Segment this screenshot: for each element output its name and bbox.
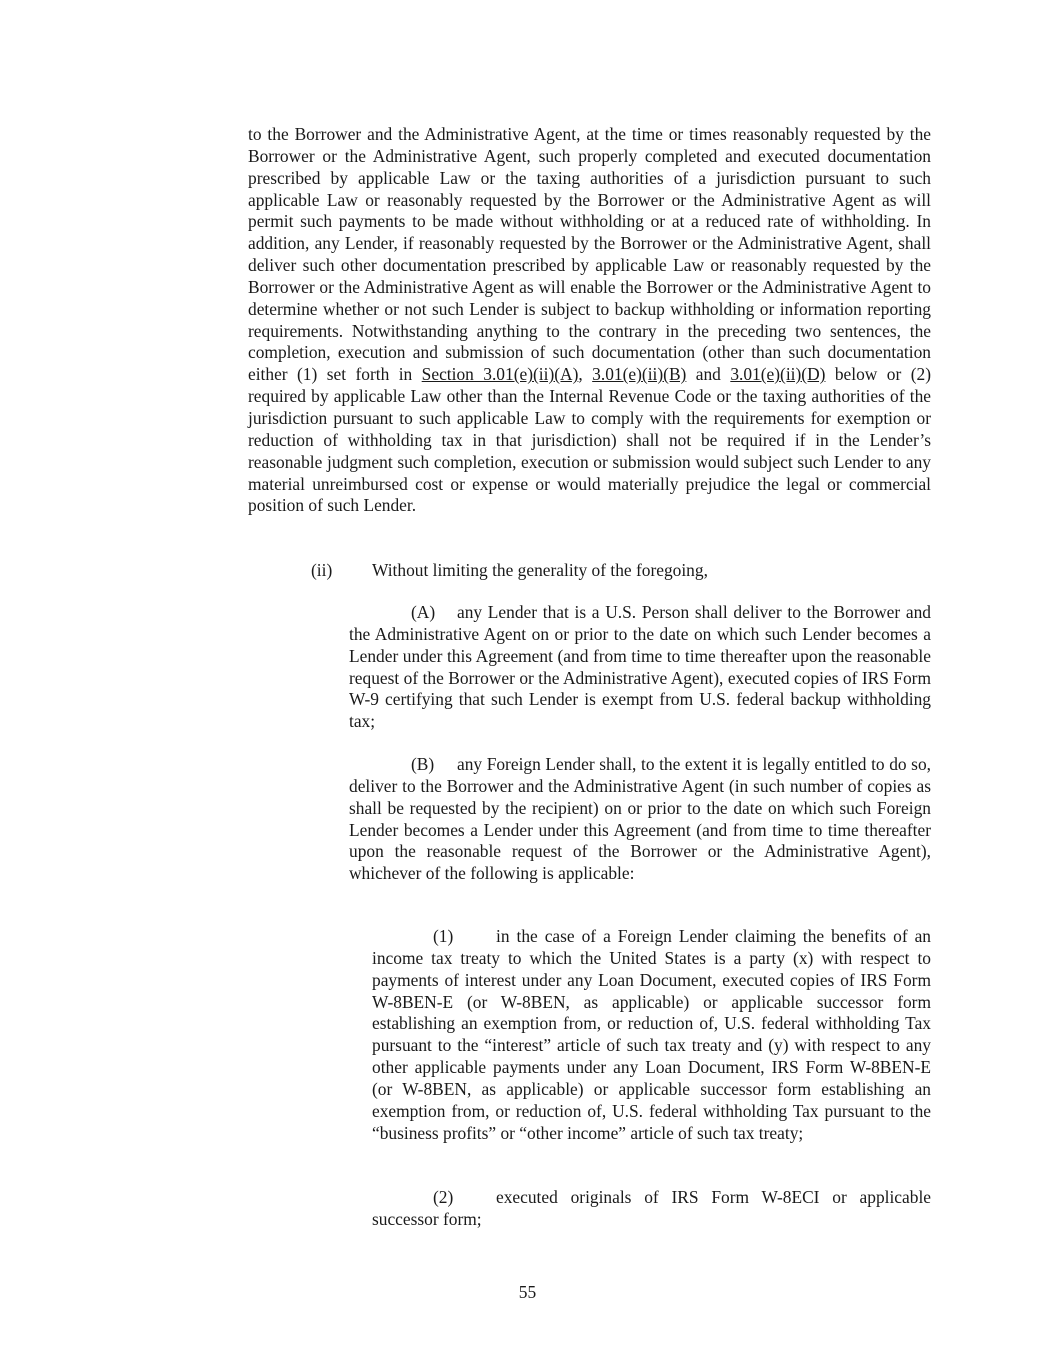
clause-1-number: (1) bbox=[433, 926, 454, 946]
clause-1-text: in the case of a Foreign Lender claiming the benefits of an income tax treaty to which the United States is a party (x) with respect to payments of interest under any Loan Document, executed copies of IRS Form W-8BEN-E (or W-8BEN, as applicable) or applicable successor form establishing an exemption from, or reduction of, U.S. federal withholding Tax pursuant to the “interest” article of such tax treaty and (y) with respect to any other applicable payments under any Loan Document, IRS Form W-8BEN-E (or W-8BEN, as applicable) or applicable successor form establishing an exemption from, or reduction of, U.S. federal withholding Tax pursuant to the “business profits” or “other income” article of such tax treaty; bbox=[372, 926, 931, 1143]
clause-2-number: (2) bbox=[433, 1187, 454, 1207]
page-number: 55 bbox=[518, 1282, 537, 1302]
clause-ii bbox=[311, 560, 931, 582]
clause-a bbox=[349, 602, 931, 733]
clause-2-text: executed originals of IRS Form W-8ECI or applicable successor form; bbox=[372, 1187, 931, 1229]
section-reference-a: Section 3.01(e)(ii)(A) bbox=[421, 364, 579, 385]
intro-text-part1: to the Borrower and the Administrative Agent, at the time or times reasonably requested by the Borrower or the Administrative Agent, such properly completed and executed documentation prescribed by applicable Law or the taxing authorities of a jurisdiction pursuant to such applicable Law or reasonably requested by the Borrower or the Administrative Agent as will permit such payments to be made without withholding or at a reduced rate of withholding. In addition, any Lender, if reasonably requested by the Borrower or the Administrative Agent, shall deliver such other documentation prescribed by applicable Law or reasonably requested by the Borrower or the Administrative Agent as will enable the Borrower or the Administrative Agent to determine whether or not such Lender is subject to backup withholding or information reporting requirements. Notwithstanding anything to the contrary in the preceding two sentences, the completion, execution and submission of such documentation (other than such documentation either (1) set forth in bbox=[248, 124, 931, 385]
clause-ii-text: Without limiting the generality of the foregoing, bbox=[372, 560, 708, 580]
clause-b-number: (B) bbox=[411, 754, 435, 774]
clause-ii-number: (ii) bbox=[311, 560, 333, 580]
clause-2 bbox=[372, 1187, 931, 1231]
section-reference-d: 3.01(e)(ii)(D) bbox=[730, 364, 826, 385]
clause-b-text: any Foreign Lender shall, to the extent it is legally entitled to do so, deliver to the Borrower and the Administrative Agent (in such number of copies as shall be requested by the recipient) on or prior to the date on which such Foreign Lender becomes a Lender under this Agreement (and from time to time thereafter upon the reasonable request of the Borrower or the Administrative Agent), whichever of the following is applicable: bbox=[349, 754, 931, 884]
section-reference-b: 3.01(e)(ii)(B) bbox=[592, 364, 687, 385]
clause-a-text: any Lender that is a U.S. Person shall deliver to the Borrower and the Administrative Agent on or prior to the date on which such Lender becomes a Lender under this Agreement (and from time to time thereafter upon the reasonable request of the Borrower or the Administrative Agent), executed copies of IRS Form W-9 certifying that such Lender is exempt from U.S. federal backup withholding tax; bbox=[349, 602, 931, 732]
intro-paragraph bbox=[248, 124, 931, 517]
intro-text-part2: below or (2) required by applicable Law other than the Internal Revenue Code or the taxing authorities of the jurisdiction pursuant to such applicable Law to comply with the requirements for exemption or reduction of withholding tax in that jurisdiction) shall not be required if in the Lender’s reasonable judgment such completion, execution or submission would subject such Lender to any material unreimbursed cost or expense or would materially prejudice the legal or commercial position of such Lender. bbox=[248, 364, 931, 516]
clause-a-number: (A) bbox=[411, 602, 436, 622]
intro-separator-2: and bbox=[686, 364, 731, 385]
clause-1 bbox=[372, 926, 931, 1144]
intro-separator-1: , bbox=[578, 364, 593, 385]
clause-b bbox=[349, 754, 931, 885]
